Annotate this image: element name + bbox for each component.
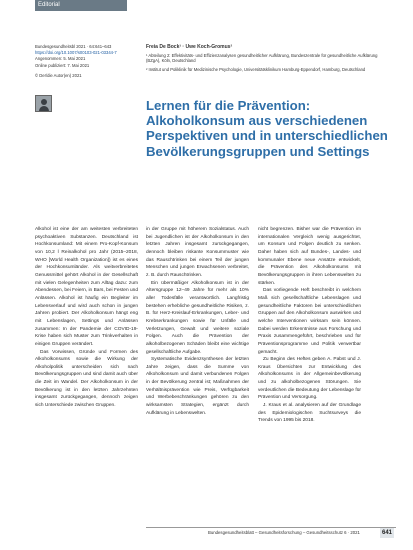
article-title: Lernen für die Prävention: Alkoholkonsum aus verschiedenen Perspektiven und in unterschiedlichen Bevölkerungsgruppen und Settings bbox=[146, 98, 388, 159]
paragraph: Systematische Evidenzsynthesen der letzten Jahre zeigen, dass die Summe von Alkoholkonsum und damit verbundenen Folgen in der Bevölkerung zentral ist; Maßnahmen der Verhältnisprävention wie Preis, Verfügbarkeit und Werbebeschränkungen gehören zu den wirksamsten Strategien, ergänzt durch Aufklärung in Lebenswelten. bbox=[146, 357, 249, 416]
author-list: Freia De Bock¹ · Uwe Koch-Gromus² bbox=[146, 44, 233, 50]
page-number: 641 bbox=[381, 530, 392, 536]
body-column-2 bbox=[146, 226, 249, 417]
running-footer: Bundesgesundheitsblatt – Gesundheitsforschung – Gesundheitsschutz 6 · 2021 bbox=[208, 530, 360, 535]
accepted-date: Angenommen: 5. Mai 2021 bbox=[35, 56, 86, 62]
footer-divider bbox=[146, 527, 396, 528]
paragraph: Zu Beginn des Heftes geben A. Pabst und J. Kraus Übersichten zur Entwicklung des Alkoholkonsums in der Allgemeinbevölkerung und zu alkoholbezogenen Störungen. Sie verdeutlichen die Bedeutung der Lebenslage für Prävention und Versorgung. bbox=[258, 357, 361, 401]
online-date: Online publiziert: 7. Mai 2021 bbox=[35, 62, 90, 68]
article-metadata bbox=[35, 44, 145, 79]
journal-citation: Bundesgesundheitsbl 2021 · 64:641–643 bbox=[35, 44, 112, 49]
copyright-notice: © Der/die Autor(en) 2021 bbox=[35, 72, 82, 78]
body-column-1 bbox=[35, 226, 138, 410]
paragraph: Ein übermäßiger Alkoholkonsum ist in der Altersgruppe 12–49 Jahre für mehr als 10% aller Todesfälle verantwortlich. Langfristig bestehen erhebliche gesundheitliche Risiken, z. B. für Herz-Kreislauf-Erkrankungen, Leber- und Krebserkrankungen sowie für Unfälle und Verletzungen, Gewalt und weitere soziale Folgen. Auch die Prävention der alkoholbezogenen Schäden bleibt eine wichtige gesellschaftliche Aufgabe. bbox=[146, 280, 249, 355]
open-access-icon bbox=[35, 95, 52, 112]
doi-link[interactable]: https://doi.org/10.1007/s00103-021-03344-7 bbox=[35, 50, 117, 56]
paragraph: J. Kraus et al. analysieren auf der Grundlage des Epidemiologischen Suchtsurveys die Trends von 1995 bis 2018. bbox=[258, 403, 361, 424]
body-column-3 bbox=[258, 226, 361, 425]
section-tag: Editorial bbox=[35, 0, 127, 11]
paragraph: Alkohol ist eine der am weitesten verbreiteten psychoaktiven Substanzen. Deutschland ist Hochkonsumland: Mit einem Pro-Kopf-Konsum von 10,2 l Reinalkohol pro Jahr (2015–2018, WHO [World Health Organization]) ist es eines der Hochkonsumländer. Als weitverbreitetes Genussmittel gehört Alkohol in der Gesellschaft mit vielen Gelegenheiten zum Alltag dazu: zum Abendessen, bei Feiern, in Bars, bei Festen und Anlässen. Alkohol ist häufig ein Begleiter im Lebensverlauf und wird auch schon in jungen Jahren probiert. Der Alkoholkonsum hängt eng mit Lebenslagen, Settings und Anlässen zusammen: In der Pandemie der COVID-19-Krise haben sich Muster zum Trinkverhalten in einigen Gruppen verändert. bbox=[35, 227, 138, 347]
paragraph: Das Vorwissen, Gründe und Formen des Alkoholkonsums sowie die Wirkung der Alkoholpolitik unterscheiden sich nach Bevölkerungsgruppen und sind damit auch über die Zeit im Wandel. Der Alkoholkonsum in der Bevölkerung ist in den letzten Jahrzehnten insgesamt zurückgegangen, dennoch zeigen sich Unterschiede zwischen Gruppen. bbox=[35, 349, 138, 409]
affiliation-1: ¹ Abteilung 2: Effektivitäts- und Effizienzanalysen gesundheitlicher Aufklärung, Bundeszentrale für gesundheitliche Aufklärung (BZgA), Köln, Deutschland bbox=[146, 53, 378, 64]
paragraph: in der Gruppe mit höherem Sozialstatus. Auch bei Jugendlichen ist der Alkoholkonsum in den letzten Jahren insgesamt zurückgegangen, dennoch bleiben riskante Konsummuster wie das Rauschtrinken bei einem Teil der jungen Menschen und jungen Erwachsenen verbreitet, z. B. durch Rauschtrinken. bbox=[146, 227, 249, 278]
paragraph: nicht begrenzen. Bisher war die Prävention im internationalen Vergleich wenig ausgerichtet, um Konsum und Folgen deutlich zu senken. Daher haben sich auf Bundes-, Landes- und kommunaler Ebene neue Ansätze entwickelt, die Prävention des Alkoholkonsums mit Bevölkerungsgruppen in ihren Lebenswelten zu stärken. bbox=[258, 227, 361, 286]
paragraph: Das vorliegende Heft beschreibt in welchem Maß sich gesellschaftliche Lebenslagen und gesundheitliche Faktoren bei unterschiedlichen Gruppen auf den Alkoholkonsum auswirken und welche Interventionen wirksam sein können. Dabei werden Erkenntnisse aus Forschung und Praxis zusammengeführt, beschrieben und für Präventionsprogramme und Politik verwertbar gemacht. bbox=[258, 288, 361, 355]
affiliation-2: ² Institut und Poliklinik für Medizinische Psychologie, Universitätsklinikum Hamburg-Eppendorf, Hamburg, Deutschland bbox=[146, 67, 366, 72]
